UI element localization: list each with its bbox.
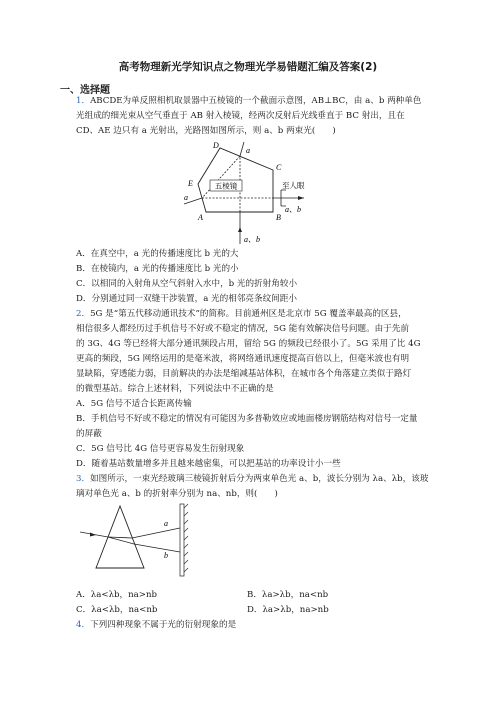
prism-label: 五棱镜 (214, 181, 238, 191)
q1-option-A: A．在真空中，a 光的传播速度比 b 光的大 (76, 249, 239, 259)
q1-line-3: CD、AE 边只有 a 光射出，光路图如图所示，则 a、b 两束光( ) (76, 126, 336, 136)
q4-text: 下列四种现象不属于光的衍射现象的是 (90, 620, 237, 630)
q1-line-2: 光组成的细光束从空气垂直于 AB 射入棱镜，经两次反射后光线垂直于 BC 射出，且在 (76, 111, 405, 121)
ray-a-top (240, 142, 244, 156)
q4-number: 4． (76, 620, 91, 630)
q2-option-D: D．随着基站数量增多并且越来越密集，可以把基站的功率设计小一些 (76, 459, 341, 469)
q2-line-4: 更高的频段，5G 网络运用的是毫米波，将网络通讯速度提高百倍以上，但毫米波也有明 (76, 354, 410, 364)
screen-hatching (184, 504, 188, 572)
triangular-prism-figure (80, 500, 200, 582)
q3-option-D: D．λa>λb，na>nb (247, 605, 329, 615)
ray-label-a-top: a (246, 146, 250, 155)
q1-option-C: C．以相同的入射角从空气斜射入水中，b 光的折射角较小 (76, 279, 298, 289)
q2-line-2: 相信很多人都经历过手机信号不好或不稳定的情况，5G 能有效解决信号问题。由于先前 (76, 324, 410, 334)
q3-option-A: A．λa<λb，na>nb (76, 590, 158, 600)
q2-option-B: B．手机信号不好或不稳定的情况有可能因为多普勒效应或地面楼房钢筋结构对信号一定量 (76, 414, 418, 424)
page-title: 高考物理新光学知识点之物理光学易错题汇编及答案(2) (118, 61, 378, 73)
inner-ray-2 (202, 156, 240, 198)
q2-line-1 (76, 308, 407, 320)
exit-arrow (298, 196, 304, 200)
ray-b-out (134, 544, 180, 552)
q3-option-C: C．λa<λb，na<nb (76, 605, 158, 615)
q4-line-1 (76, 619, 236, 631)
ray-label-a-left: a (184, 193, 188, 202)
q3-line-1 (76, 473, 428, 485)
q3-option-B: B．λa>λb，na<nb (247, 590, 329, 600)
vertex-A: A (198, 213, 203, 222)
q2-option-B-cont: 的屏蔽 (76, 429, 102, 439)
pentaprism-figure (170, 140, 310, 245)
ray-a-out (132, 528, 180, 538)
q1-line-1 (76, 95, 421, 107)
q2-number: 2． (76, 309, 91, 319)
q1-number: 1． (76, 96, 91, 106)
ray-label-b-3: b (164, 551, 168, 560)
ray-label-a-3: a (164, 519, 168, 528)
q1-text-1: ABCDE为单反照相机取景器中五棱镜的一个截面示意图，AB⊥BC，由 a、b 两种单色 (90, 96, 422, 106)
incident-arrow (238, 227, 242, 232)
q3-text-1: 如图所示，一束光经玻璃三棱镜折射后分为两束单色光 a、b，波长分别为 λa、λb，该玻 (90, 474, 429, 484)
q2-option-C: C．5G 信号比 4G 信号更容易发生衍射现象 (76, 444, 245, 454)
vertex-D: D (213, 141, 219, 150)
q2-option-A: A．5G 信号不适合长距离传输 (76, 399, 192, 409)
q3-line-2: 璃对单色光 a、b 的折射率分别为 na、nb，则( ) (76, 489, 278, 499)
q2-line-5: 显缺陷，穿透能力弱，目前解决的办法是缩减基站体积，在城市各个角落建立类似于路灯 (76, 369, 412, 379)
q2-text-1: 5G 是“第五代移动通讯技术”的简称。目前通州区是北京市 5G 覆盖率最高的区县， (90, 309, 407, 319)
q2-line-3: 的 3G、4G 等已经将大部分通讯频段占用，留给 5G 的频段已经很小了。5G 采用了比 4G (76, 339, 421, 349)
q2-line-6: 的微型基站。综合上述材料，下列说法中不正确的是 (76, 384, 274, 394)
q1-option-B: B．在棱镜内，a 光的传播速度比 b 光的小 (76, 264, 239, 274)
ray-label-ab-exit: a、b (285, 205, 301, 214)
screen (180, 504, 184, 576)
q3-number: 3． (76, 474, 91, 484)
vertex-E: E (188, 179, 193, 188)
ray-label-ab-in: a、b (244, 235, 260, 244)
vertex-B: B (276, 213, 281, 222)
eye-label: 至人眼 (282, 181, 305, 190)
vertex-C: C (276, 163, 282, 172)
section-heading: 一、选择题 (60, 85, 110, 96)
q1-option-D: D．分别通过同一双缝干涉装置，a 光的相邻亮条纹间距小 (76, 294, 297, 304)
